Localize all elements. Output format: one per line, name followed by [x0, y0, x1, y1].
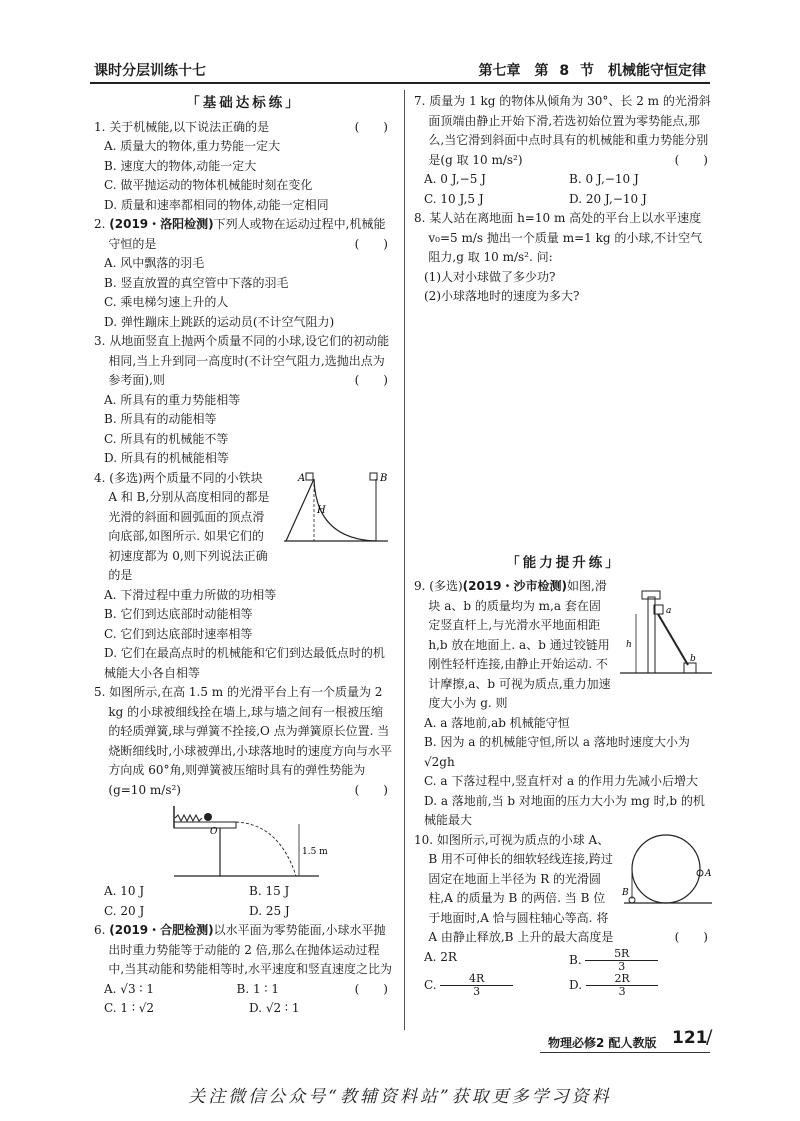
q10-label-a: A	[705, 868, 712, 879]
q4-option-a[interactable]: A. 下滑过程中重力所做的功相等	[104, 587, 277, 602]
q7-option-b[interactable]: B. 0 J,−10 J	[569, 172, 639, 186]
q6-option-b[interactable]: B. 1 ∶ 1	[236, 981, 279, 996]
question-6	[94, 921, 394, 1019]
q3-option-b[interactable]: B. 所具有的动能相等	[104, 412, 217, 426]
q10-label-b: B	[622, 887, 629, 898]
q10-option-b[interactable]	[569, 948, 714, 973]
q10-d-prefix: D.	[569, 977, 586, 992]
q8-part-2: (2)小球落地时的速度为多大?	[424, 289, 580, 303]
q10-b-numerator: 5R	[585, 948, 658, 961]
q2-option-a[interactable]: A. 风中飘落的羽毛	[104, 256, 205, 270]
q6-stem: 以水平面为零势能面,小球水平抛出时重力势能等于动能的 2 倍,那么在抛体运动过程中,当其动能和势能相等时,水平速度和竖直速度之比为	[108, 923, 393, 976]
q4-option-c[interactable]: C. 它们到达底部时速率相等	[104, 626, 253, 641]
q7-option-c[interactable]: C. 10 J,5 J	[424, 191, 484, 206]
q4-block-b	[370, 473, 377, 480]
q5-option-a[interactable]: A. 10 J	[104, 884, 145, 898]
q10-cylinder-figure	[622, 831, 714, 911]
q10-cylinder	[632, 835, 700, 903]
question-4	[94, 469, 394, 684]
q9-stem: 如图,滑块 a、b 的质量均为 m,a 套在固定竖直杆上,与光滑水平地面相距 h,b 放在地面上. a、b 通过铰链用刚性轻杆连接,由静止开始运动. 不计摩擦,a、b 可视为质点,重力加速度大小为 g. 则	[428, 579, 611, 710]
q6-option-c[interactable]: C. 1 ∶ √2	[104, 1001, 155, 1015]
answer-blank[interactable]: ( )	[354, 236, 388, 251]
q8-stem: 8. 某人站在离地面 h=10 m 高处的平台上以水平速度 v₀=5 m/s 抛出一个质量 m=1 kg 的小球,不计空气阻力,g 取 10 m/s². 问:	[414, 211, 703, 264]
q2-number: 2.	[94, 217, 110, 231]
q4-label-a: A	[298, 472, 306, 484]
question-10	[414, 831, 714, 998]
q9-label-a: a	[666, 606, 672, 616]
q2-option-c[interactable]: C. 乘电梯匀速上升的人	[104, 295, 229, 309]
question-7	[414, 92, 714, 209]
q6-source: (2019・合肥检测)	[109, 923, 214, 937]
q6-option-d[interactable]: D. √2 ∶ 1	[249, 1001, 300, 1015]
q10-b-prefix: B.	[569, 952, 586, 967]
question-3	[94, 332, 394, 469]
q9-label-b: b	[690, 654, 696, 664]
header-right: 第七章 第 8 节 机械能守恒定律	[478, 63, 706, 79]
q4-option-d[interactable]: D. 它们在最高点时的机械能和它们到达最低点时的机械能大小各自相等	[104, 646, 385, 680]
q10-option-c[interactable]	[424, 973, 569, 998]
q5-label-height: 1.5 m	[302, 847, 328, 857]
question-9	[414, 577, 714, 831]
q3-stem: 3. 从地面竖直上抛两个质量不同的小球,设它们的初动能相同,当上升到同一高度时(不计空气阻力,选抛出点为参考面),则	[94, 334, 390, 387]
footer-handwritten-ad: 关注微信公众号“教辅资料站”获取更多学习资料	[188, 1087, 612, 1107]
q10-d-numerator: 2R	[586, 973, 659, 986]
q10-b-denominator: 3	[618, 959, 626, 973]
answer-blank[interactable]: ( )	[674, 930, 708, 944]
q1-stem: 1. 关于机械能,以下说法正确的是	[94, 119, 270, 134]
q1-option-c[interactable]: C. 做平抛运动的物体机械能时刻在变化	[104, 178, 313, 192]
q10-c-fraction	[440, 973, 513, 998]
answer-blank[interactable]: ( )	[354, 782, 388, 797]
q2-option-b[interactable]: B. 竖直放置的真空管中下落的羽毛	[104, 275, 289, 290]
q10-c-denominator: 3	[473, 984, 481, 998]
q10-c-prefix: C.	[424, 977, 441, 992]
q5-option-b[interactable]: B. 15 J	[249, 884, 290, 898]
right-column	[414, 92, 714, 998]
q5-option-c[interactable]: C. 20 J	[104, 903, 145, 918]
q5-option-d[interactable]: D. 25 J	[249, 903, 290, 918]
answer-blank[interactable]: ( )	[354, 119, 388, 134]
q4-incline	[286, 479, 314, 541]
answer-blank[interactable]: ( )	[354, 373, 388, 387]
q9-rod-figure	[618, 577, 714, 681]
q10-d-fraction	[586, 973, 659, 998]
question-1	[94, 118, 394, 216]
q9-option-a[interactable]: A. a 落地前,ab 机械能守恒	[424, 715, 570, 730]
q7-option-d[interactable]: D. 20 J,−10 J	[569, 191, 647, 206]
header-left: 课时分层训练十七	[94, 63, 206, 79]
q5-trajectory	[236, 822, 296, 876]
question-2	[94, 215, 394, 332]
section-advanced-title: 「能力提升练」	[506, 554, 622, 571]
q4-option-b[interactable]: B. 它们到达底部时动能相等	[104, 607, 253, 621]
q10-c-numerator: 4R	[440, 973, 513, 986]
q5-platform-figure	[164, 802, 328, 880]
q5-ball	[204, 813, 212, 821]
q5-label-o: O	[210, 827, 218, 837]
q6-number: 6.	[94, 923, 110, 937]
q3-option-a[interactable]: A. 所具有的重力势能相等	[104, 392, 241, 407]
q1-option-a[interactable]: A. 质量大的物体,重力势能一定大	[104, 139, 281, 153]
q8-part-1: (1)人对小球做了多少功?	[424, 269, 556, 284]
q2-source: (2019・洛阳检测)	[109, 217, 214, 231]
q5-platform	[174, 822, 236, 828]
column-divider	[404, 90, 405, 1030]
page-number-slash: /	[706, 1026, 713, 1048]
q9-option-b[interactable]: B. 因为 a 的机械能守恒,所以 a 落地时速度大小为 √2gh	[424, 735, 690, 769]
q9-number: 9. (多选)	[414, 579, 463, 593]
q10-b-fraction	[585, 948, 658, 973]
q3-option-c[interactable]: C. 所具有的机械能不等	[104, 431, 229, 446]
q7-option-a[interactable]: A. 0 J,−5 J	[424, 172, 486, 186]
left-column	[94, 92, 394, 1019]
q1-option-d[interactable]: D. 质量和速率都相同的物体,动能一定相同	[104, 197, 329, 212]
q4-stem: 4. (多选)两个质量不同的小铁块 A 和 B,分别从高度相同的都是光滑的斜面和圆弧面的顶点滑向底部,如图所示. 如果它们的初速度都为 0,则下列说法正确的是	[94, 470, 270, 582]
q9-option-d[interactable]: D. a 落地前,当 b 对地面的压力大小为 mg 时,b 的机械能最大	[424, 793, 705, 827]
answer-space[interactable]	[414, 307, 714, 552]
q9-block-b	[684, 663, 696, 673]
answer-blank[interactable]: ( )	[674, 152, 708, 167]
q1-option-b[interactable]: B. 速度大的物体,动能一定大	[104, 158, 257, 173]
q2-option-d[interactable]: D. 弹性蹦床上跳跃的运动员(不计空气阻力)	[104, 314, 335, 329]
q4-slope-arc-figure	[276, 469, 394, 551]
q7-stem: 7. 质量为 1 kg 的物体从倾角为 30°、长 2 m 的光滑斜面顶端由静止开始下滑,若选初始位置为零势能点,那么,当它滑到斜面中点时具有的机械能和重力势能分别是(g 取 10 m/s²)	[414, 94, 711, 167]
page-number: 121	[672, 1028, 708, 1048]
q9-light-rod	[658, 614, 688, 665]
q5-stem: 5. 如图所示,在高 1.5 m 的光滑平台上有一个质量为 2 kg 的小球被细线拴在墙上,球与墙之间有一根被压缩的轻质弹簧,球与弹簧不拴接,O 点为弹簧原长位置. 当烧断细线时,小球被弹出,小球落地时的速度方向与水平方向成 60°角,则弹簧被压缩时具有的弹性势能为(g=10 m/s²)	[94, 685, 393, 797]
q10-option-d[interactable]	[569, 973, 714, 998]
q9-source: (2019・沙市检测)	[462, 579, 568, 593]
answer-blank[interactable]: ( )	[354, 981, 388, 996]
question-5	[94, 683, 394, 921]
question-8	[414, 209, 714, 307]
q4-label-h: H	[317, 504, 326, 516]
q9-option-c[interactable]: C. a 下落过程中,竖直杆对 a 的作用力先减小后增大	[424, 774, 698, 788]
header-rule	[90, 82, 710, 84]
footer-book-tag: 物理必修2 配人教版	[548, 1036, 657, 1050]
footer-rule	[540, 1052, 710, 1053]
q9-label-h: h	[626, 640, 632, 650]
q9-rod-top	[642, 591, 660, 599]
q5-spring	[175, 815, 202, 821]
q4-label-b: B	[380, 472, 388, 484]
q10-d-denominator: 3	[618, 984, 626, 998]
q10-option-a[interactable]: A. 2R	[424, 949, 457, 964]
section-basic-title: 「基础达标练」	[186, 95, 302, 111]
q2-stem: 下列人或物在运动过程中,机械能守恒的是	[108, 217, 386, 251]
q10-stem: 10. 如图所示,可视为质点的小球 A、B 用不可伸长的细软轻线连接,跨过固定在地面上半径为 R 的光滑圆柱,A 的质量为 B 的两倍. 当 B 位于地面时,A 恰与圆柱轴心等高. 将 A 由静止释放,B 上升的最大高度是	[414, 832, 614, 944]
q4-block-a	[306, 473, 313, 480]
q3-option-d[interactable]: D. 所具有的机械能相等	[104, 451, 229, 465]
q6-option-a[interactable]: A. √3 ∶ 1	[104, 981, 154, 996]
